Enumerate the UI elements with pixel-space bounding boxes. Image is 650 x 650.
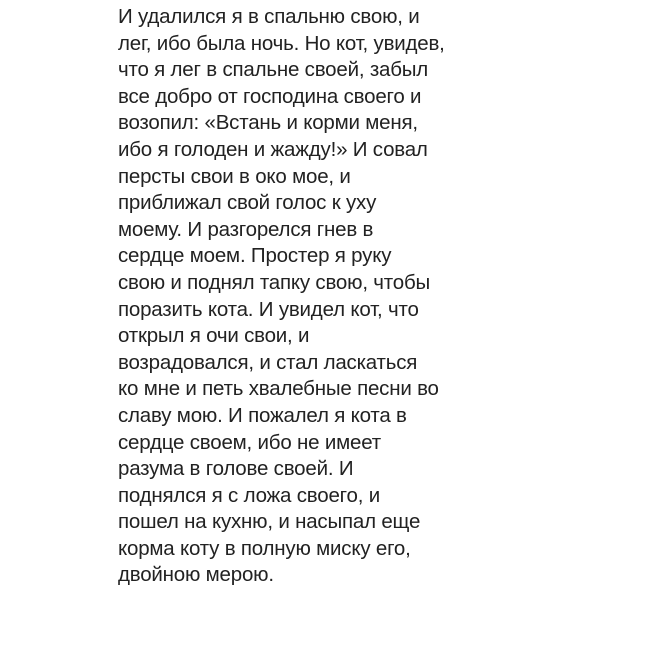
- text-line: открыл я очи свои, и: [118, 324, 310, 348]
- text-line: поднялся я с ложа своего, и: [118, 483, 380, 507]
- text-block: [118, 4, 538, 589]
- text-line: свою и поднял тапку свою, чтобы: [118, 270, 431, 294]
- text-line: все добро от господина своего и: [118, 84, 422, 108]
- text-line: возопил: «Встань и корми меня,: [118, 111, 418, 135]
- text-line: персты свои в око мое, и: [118, 164, 351, 188]
- text-line: ко мне и петь хвалебные песни во: [118, 377, 439, 401]
- text-line: корма коту в полную миску его,: [118, 536, 411, 560]
- text-line: сердце моем. Простер я руку: [118, 244, 392, 268]
- text-line: И удалился я в спальню свою, и: [118, 5, 420, 28]
- text-line: ибо я голоден и жажду!» И совал: [118, 137, 428, 161]
- text-line: лег, ибо была ночь. Но кот, увидев,: [118, 31, 445, 55]
- text-line: что я лег в спальне своей, забыл: [118, 58, 429, 82]
- text-line: славу мою. И пожалел я кота в: [118, 403, 407, 427]
- text-line: приближал свой голос к уху: [118, 191, 377, 215]
- text-line: двойною мерою.: [118, 563, 274, 587]
- text-line: возрадовался, и стал ласкаться: [118, 350, 418, 374]
- text-line: моему. И разгорелся гнев в: [118, 217, 374, 241]
- text-line: разума в голове своей. И: [118, 457, 354, 481]
- text-line: пошел на кухню, и насыпал еще: [118, 510, 421, 534]
- text-line: сердце своем, ибо не имеет: [118, 430, 381, 454]
- text-line: поразить кота. И увидел кот, что: [118, 297, 419, 321]
